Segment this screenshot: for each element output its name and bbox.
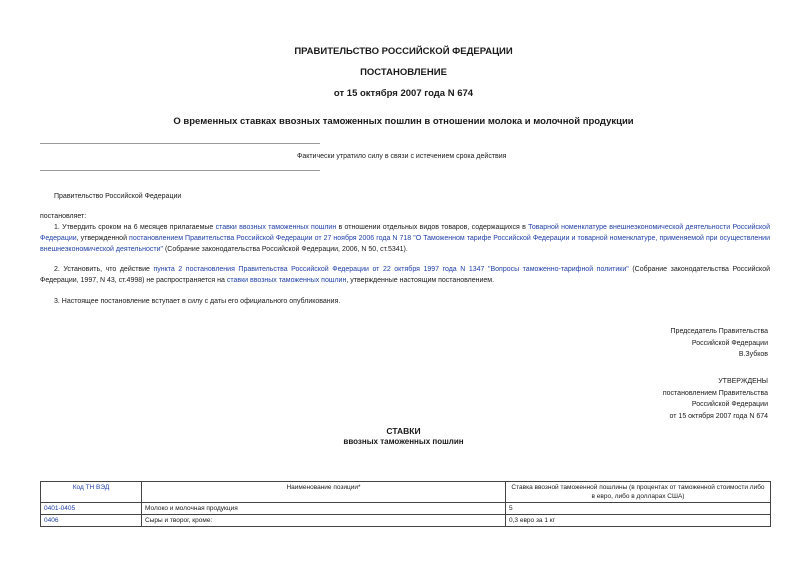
doc-type-heading: ПОСТАНОВЛЕНИЕ bbox=[360, 67, 447, 78]
row-rate: 0,3 евро за 1 кг bbox=[506, 515, 771, 527]
divider-top bbox=[40, 143, 320, 144]
row-code[interactable]: 0406 bbox=[41, 515, 142, 527]
date-line: от 15 октября 2007 года N 674 bbox=[333, 88, 474, 99]
paragraph-2 bbox=[40, 264, 770, 286]
paragraph-2-text-b: (Собрание законодательства Российской Федерации, 1997, N 43, ст.4998) не распространяется на bbox=[40, 266, 770, 284]
row-name: Молоко и молочная продукция bbox=[142, 503, 506, 515]
link-resolution-1347[interactable]: пункта 2 постановления Правительства Российской Федерации от 22 октября 1997 года N 1347 "Вопросы таможенно-тарифной политики" bbox=[153, 266, 629, 273]
header-name: Наименование позиции* bbox=[142, 482, 506, 503]
paragraph-1 bbox=[40, 222, 770, 255]
approval-line-2: постановлением Правительства bbox=[662, 389, 768, 397]
approval-heading: УТВЕРЖДЕНЫ bbox=[718, 378, 768, 385]
status-note: Фактически утратило силу в связи с истечением срока действия bbox=[297, 153, 507, 160]
signature-position: Председатель Правительства bbox=[670, 328, 768, 335]
row-rate: 5 bbox=[506, 503, 771, 515]
row-code[interactable]: 0401-0405 bbox=[41, 503, 142, 515]
divider-bottom bbox=[40, 170, 320, 171]
table-row bbox=[41, 503, 771, 515]
paragraph-3: 3. Настоящее постановление вступает в силу с даты его официального опубликования. bbox=[54, 298, 341, 305]
approval-date: от 15 октября 2007 года N 674 bbox=[669, 412, 768, 420]
paragraph-1-text-a: 1. Утвердить сроком на 6 месяцев прилагаемые bbox=[54, 224, 216, 231]
paragraph-2-text-c: , утвержденные настоящим постановлением. bbox=[346, 277, 495, 284]
link-commodity-nomenclature[interactable]: Товарной номенклатуре внешнеэкономической деятельности Российской Федерации bbox=[40, 224, 770, 242]
signature-name: В.Зубков bbox=[738, 351, 768, 358]
link-rates-2[interactable]: ставки ввозных таможенных пошлин bbox=[226, 277, 347, 284]
header-code[interactable]: Код ТН ВЭД bbox=[41, 482, 142, 503]
paragraph-2-text-a: 2. Установить, что действие bbox=[54, 266, 154, 273]
table-header-row bbox=[41, 482, 771, 503]
header-rate: Ставка ввозной таможенной пошлины (в процентах от таможенной стоимости либо в евро, либо в долларах США) bbox=[506, 482, 771, 503]
link-rates[interactable]: ставки ввозных таможенных пошлин bbox=[215, 224, 337, 231]
resolves-text: постановляет: bbox=[40, 213, 87, 220]
government-heading: ПРАВИТЕЛЬСТВО РОССИЙСКОЙ ФЕДЕРАЦИИ bbox=[294, 46, 513, 57]
approval-line-3: Российской Федерации bbox=[691, 401, 768, 408]
link-resolution-718[interactable]: постановлением Правительства Российской Федерации от 27 ноября 2006 года N 718 "О Таможенном тарифе Российской Федерации и товарной номенклатуре, применяемой при осуществлении внешнеэкономической деятельности" bbox=[40, 235, 770, 253]
rates-title: СТАВКИ bbox=[386, 426, 421, 436]
issuer-text: Правительство Российской Федерации bbox=[54, 193, 182, 200]
rates-subtitle: ввозных таможенных пошлин bbox=[343, 437, 464, 446]
paragraph-1-text-b: в отношении отдельных видов товаров, содержащихся в bbox=[336, 224, 529, 231]
approval-block bbox=[663, 376, 768, 422]
rates-table bbox=[40, 481, 771, 527]
signature-country: Российской Федерации bbox=[691, 339, 768, 347]
signature-block bbox=[671, 326, 768, 361]
paragraph-1-text-d: (Собрание законодательства Российской Федерации, 2006, N 50, ст.5341). bbox=[163, 246, 408, 253]
document-title: О временных ставках ввозных таможенных пошлин в отношении молока и молочной продукции bbox=[173, 116, 634, 127]
table-row bbox=[41, 515, 771, 527]
row-name: Сыры и творог, кроме: bbox=[142, 515, 506, 527]
paragraph-1-text-c: , утвержденной bbox=[76, 235, 130, 242]
